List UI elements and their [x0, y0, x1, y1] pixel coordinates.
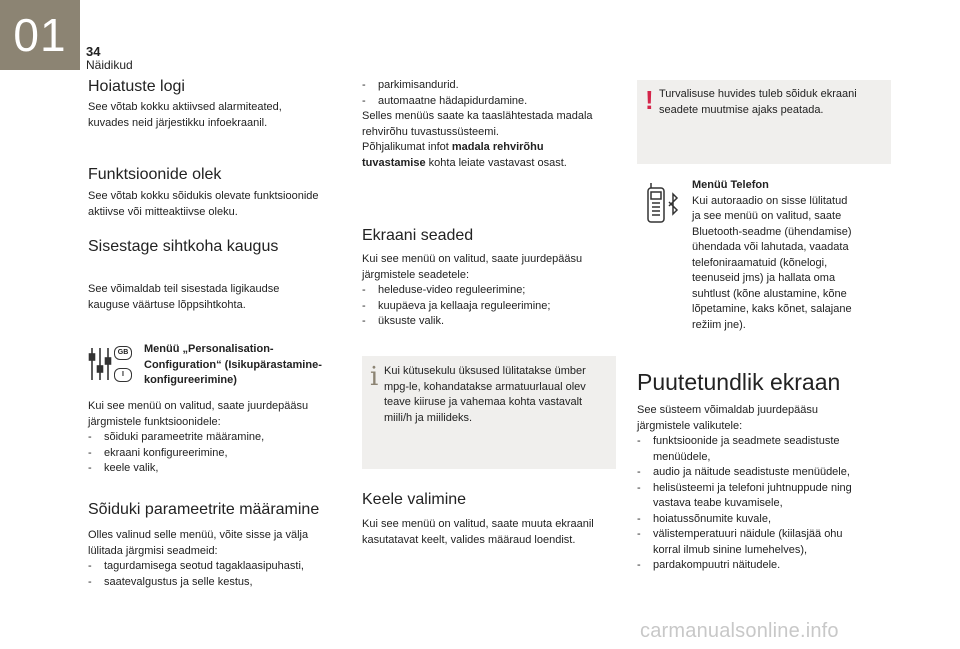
- text-line: järgmistele valikutele:: [637, 419, 743, 432]
- text-screen-settings: [362, 252, 582, 330]
- text-line: Kui see menüü on valitud, saate juurdepääsu: [362, 253, 583, 265]
- text-line: teave kiiruse ja vahemaa kohta vastavalt: [384, 396, 583, 408]
- text-line: Selles menüüs saate ka taaslähtestada madala: [362, 110, 593, 122]
- text-line: Olles valinud selle menüü, võite sisse ja välja: [88, 529, 309, 541]
- section-name: Näidikud: [86, 58, 133, 72]
- list-item: - ekraani konfigureerimine,: [88, 446, 308, 462]
- text-line: režiim jne).: [692, 318, 746, 331]
- page-number: 34: [86, 44, 101, 59]
- list-item: - automaatne hädapidurdamine.: [362, 94, 593, 110]
- text-line: miili/h ja miilideks.: [384, 411, 473, 424]
- text-touch-screen: [637, 403, 852, 574]
- list-item: [637, 465, 852, 481]
- heading-touch-screen: Puutetundlik ekraan: [637, 369, 841, 395]
- text-line: suhtlust (kõne alustamine, kõne: [692, 287, 847, 300]
- info-box-text: [384, 364, 586, 426]
- text-line: Menüü „Personalisation-: [144, 343, 274, 355]
- text-line: Kui kütusekulu üksused lülitatakse ümber: [384, 365, 586, 377]
- text-line: Turvalisuse huvides tuleb sõiduk ekraani: [659, 88, 857, 100]
- phone-bluetooth-icon: [645, 182, 685, 224]
- text-bold-run: tuvastamise: [362, 156, 426, 169]
- heading-vehicle-parameters: Sõiduki parameetrite määramine: [88, 501, 320, 518]
- text-run: Põhjalikumat infot: [362, 141, 452, 153]
- heading-screen-settings: Ekraani seaded: [362, 227, 474, 244]
- text-function-status: [88, 189, 319, 220]
- text-line: Configuration“ (Isikupärastamine-: [144, 358, 322, 371]
- phone-menu-title: Menüü Telefon: [692, 179, 769, 191]
- heading-destination-distance: Sisestage sihtkoha kaugus: [88, 238, 279, 255]
- text-line: Bluetooth-seadme (ühendamise): [692, 225, 852, 238]
- text-line: See võtab kokku sõidukis olevate funktsioonide: [88, 190, 319, 202]
- text-line: See võimaldab teil sisestada ligikaudse: [88, 283, 280, 295]
- text-line: kasutatavat keelt, valides määraud loendist.: [362, 533, 576, 546]
- list-item: [637, 481, 852, 512]
- watermark: carmanualsonline.info: [640, 620, 839, 642]
- list-item: [637, 558, 852, 574]
- text-language-selection: [362, 517, 594, 548]
- phone-menu-text: [692, 178, 852, 333]
- list-item: [637, 512, 852, 528]
- list-item: - kuupäeva ja kellaaja reguleerimine;: [362, 299, 582, 315]
- list-item: - keele valik,: [88, 461, 308, 477]
- text-line: - välistemperatuuri näidule (kiilasjää ohu: [653, 528, 843, 540]
- text-parking-list: [362, 78, 593, 171]
- heading-language-selection: Keele valimine: [362, 491, 467, 508]
- text-line: - funktsioonide ja seadmete seadistuste: [653, 435, 840, 447]
- list-item: - heleduse-video reguleerimine;: [362, 283, 582, 299]
- text-line: ühendada või lahutada, vaadata: [692, 241, 849, 253]
- text-line: Kui autoraadio on sisse lülitatud: [692, 194, 848, 207]
- text-line: konfigureerimine): [144, 374, 237, 386]
- text-line: lülitada järgmisi seadmeid:: [88, 544, 218, 557]
- info-icon: i: [370, 362, 379, 392]
- text-line: järgmistele funktsioonidele:: [88, 415, 221, 428]
- text-run: kohta leiate vastavast osast.: [425, 156, 567, 169]
- text-line: lõpetamine, kaks kõnet, salajane: [692, 303, 852, 315]
- text-line: järgmistele seadetele:: [362, 268, 470, 281]
- text-line: aktiivse või mitteaktiivse oleku.: [88, 205, 238, 218]
- list-item: - sõiduki parameetrite määramine,: [88, 430, 308, 446]
- list-item: - saatevalgustus ja selle kestus,: [88, 575, 308, 591]
- heading-warnings-log: Hoiatuste logi: [88, 78, 185, 95]
- warning-box-text: [659, 87, 857, 118]
- text-line: Kui see menüü on valitud, saate juurdepääsu: [88, 400, 309, 412]
- text-line: [362, 140, 593, 156]
- text-line: seadete muutmise ajaks peatada.: [659, 103, 824, 116]
- list-item: - parkimisandurid.: [362, 78, 593, 94]
- text-warnings-log: [88, 100, 282, 131]
- list-item: - tagurdamisega seotud tagaklaasipuhasti,: [88, 559, 308, 575]
- text-line: korral ilmub sinine lumehelves),: [653, 543, 808, 556]
- text-line: menüüdele,: [653, 450, 711, 463]
- text-vehicle-parameters: [88, 528, 308, 590]
- text-line: kauguse väärtuse lõppsihtkohta.: [88, 298, 246, 311]
- text-line: kuvades neid järjestikku infoekraanil.: [88, 116, 268, 129]
- language-i-badge-icon: I: [114, 368, 132, 382]
- language-gb-badge-icon: GB: [114, 346, 132, 360]
- text-line: ja see menüü on valitud, saate: [692, 210, 842, 222]
- text-line: telefoniraamatuid (kõnelogi,: [692, 256, 828, 269]
- text-menu-intro: [88, 399, 308, 477]
- text-line: - audio ja näitude seadistuste menüüdele,: [653, 466, 850, 478]
- text-line: rehvirõhu tuvastussüsteemi.: [362, 125, 499, 138]
- heading-function-status: Funktsioonide olek: [88, 166, 222, 183]
- text-bold-run: madala rehvirõhu: [451, 141, 544, 153]
- chapter-tab: 01: [0, 0, 80, 70]
- list-item: - üksuste valik.: [362, 314, 582, 330]
- text-line: vastava teabe kuvamisele,: [653, 497, 783, 509]
- list-item: [637, 434, 852, 465]
- text-line: See süsteem võimaldab juurdepääsu: [637, 404, 819, 416]
- text-line: - helisüsteemi ja telefoni juhtnuppude ning: [653, 481, 852, 494]
- text-line: [362, 156, 593, 172]
- warning-box-safety: [637, 80, 891, 164]
- text-line: - pardakompuutri näitudele.: [653, 559, 781, 571]
- text-line: Kui see menüü on valitud, saate muuta ekraanil: [362, 518, 594, 530]
- text-line: mpg-le, kohandatakse armatuurlaual olev: [384, 380, 586, 393]
- info-box-fuel-units: [362, 356, 616, 469]
- text-line: teenuseid jms) ja hallata oma: [692, 272, 836, 284]
- text-line: - hoiatussõnumite kuvale,: [653, 512, 772, 525]
- warning-exclamation-icon: !: [645, 85, 654, 115]
- menu-personalisation-title: [144, 342, 322, 389]
- list-item: [637, 527, 852, 558]
- text-line: See võtab kokku aktiivsed alarmiteated,: [88, 101, 282, 113]
- text-destination-distance: [88, 282, 279, 313]
